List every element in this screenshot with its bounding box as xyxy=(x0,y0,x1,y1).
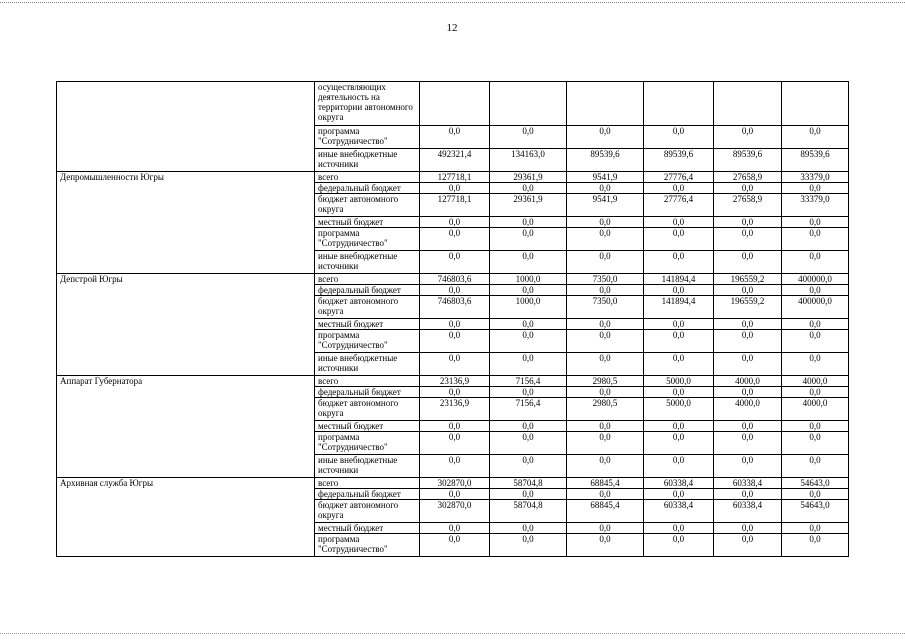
amount-cell: 0,0 xyxy=(420,126,490,149)
funding-source-cell: иные внебюджетные источники xyxy=(315,149,420,172)
funding-source-cell: федеральный бюджет xyxy=(315,489,420,500)
funding-source-cell: бюджет автономного округа xyxy=(315,296,420,319)
amount-cell: 0,0 xyxy=(420,432,490,455)
amount-cell: 141894,4 xyxy=(644,296,714,319)
amount-cell: 0,0 xyxy=(490,217,567,228)
amount-cell: 7350,0 xyxy=(567,296,644,319)
amount-cell: 0,0 xyxy=(644,432,714,455)
amount-cell: 0,0 xyxy=(567,432,644,455)
amount-cell: 0,0 xyxy=(644,523,714,534)
amount-cell: 0,0 xyxy=(490,353,567,376)
amount-cell: 0,0 xyxy=(644,319,714,330)
funding-source-cell: федеральный бюджет xyxy=(315,387,420,398)
organization-cell: Депромышленности Югры xyxy=(57,172,315,274)
amount-cell: 127718,1 xyxy=(420,194,490,217)
amount-cell: 0,0 xyxy=(714,330,782,353)
amount-cell: 89539,6 xyxy=(567,149,644,172)
amount-cell: 0,0 xyxy=(644,183,714,194)
amount-cell: 58704,8 xyxy=(490,500,567,523)
amount-cell: 0,0 xyxy=(420,353,490,376)
amount-cell: 0,0 xyxy=(782,455,849,478)
amount-cell: 0,0 xyxy=(567,285,644,296)
amount-cell: 60338,4 xyxy=(644,478,714,489)
amount-cell: 0,0 xyxy=(782,228,849,251)
budget-table-body xyxy=(57,82,849,557)
amount-cell: 0,0 xyxy=(490,183,567,194)
amount-cell: 0,0 xyxy=(782,330,849,353)
amount-cell: 492321,4 xyxy=(420,149,490,172)
amount-cell: 0,0 xyxy=(782,387,849,398)
table-row xyxy=(57,274,849,285)
amount-cell: 54643,0 xyxy=(782,500,849,523)
amount-cell: 1000,0 xyxy=(490,296,567,319)
amount-cell: 0,0 xyxy=(782,319,849,330)
amount-cell: 0,0 xyxy=(714,217,782,228)
amount-cell: 4000,0 xyxy=(782,376,849,387)
amount-cell: 7156,4 xyxy=(490,398,567,421)
funding-source-cell: федеральный бюджет xyxy=(315,285,420,296)
amount-cell: 27658,9 xyxy=(714,172,782,183)
amount-cell: 0,0 xyxy=(490,489,567,500)
funding-source-cell: федеральный бюджет xyxy=(315,183,420,194)
amount-cell: 89539,6 xyxy=(714,149,782,172)
amount-cell: 0,0 xyxy=(567,421,644,432)
amount-cell: 0,0 xyxy=(420,228,490,251)
amount-cell: 0,0 xyxy=(644,251,714,274)
funding-source-cell: всего xyxy=(315,274,420,285)
amount-cell: 23136,9 xyxy=(420,376,490,387)
amount-cell: 0,0 xyxy=(567,353,644,376)
table-row xyxy=(57,82,849,126)
funding-source-cell: программа "Сотрудничество" xyxy=(315,228,420,251)
amount-cell: 0,0 xyxy=(490,228,567,251)
amount-cell: 0,0 xyxy=(420,319,490,330)
amount-cell: 0,0 xyxy=(567,534,644,557)
amount-cell: 0,0 xyxy=(490,421,567,432)
amount-cell: 0,0 xyxy=(782,421,849,432)
amount-cell: 0,0 xyxy=(420,330,490,353)
amount-cell: 58704,8 xyxy=(490,478,567,489)
amount-cell xyxy=(420,82,490,126)
amount-cell: 0,0 xyxy=(782,183,849,194)
amount-cell: 0,0 xyxy=(714,353,782,376)
organization-cell: Архивная служба Югры xyxy=(57,478,315,557)
amount-cell: 0,0 xyxy=(490,330,567,353)
amount-cell: 2980,5 xyxy=(567,376,644,387)
funding-source-cell: осуществляющих деятельность на территории автономного округа xyxy=(315,82,420,126)
amount-cell: 0,0 xyxy=(420,285,490,296)
amount-cell: 0,0 xyxy=(567,319,644,330)
amount-cell: 0,0 xyxy=(644,455,714,478)
amount-cell: 0,0 xyxy=(567,251,644,274)
amount-cell: 0,0 xyxy=(490,251,567,274)
amount-cell: 0,0 xyxy=(420,421,490,432)
amount-cell: 0,0 xyxy=(567,228,644,251)
amount-cell: 0,0 xyxy=(644,285,714,296)
amount-cell: 0,0 xyxy=(490,523,567,534)
amount-cell: 0,0 xyxy=(490,432,567,455)
funding-source-cell: всего xyxy=(315,172,420,183)
amount-cell: 0,0 xyxy=(714,432,782,455)
funding-source-cell: местный бюджет xyxy=(315,319,420,330)
amount-cell: 89539,6 xyxy=(782,149,849,172)
amount-cell: 0,0 xyxy=(782,217,849,228)
amount-cell: 127718,1 xyxy=(420,172,490,183)
amount-cell: 33379,0 xyxy=(782,194,849,217)
amount-cell: 0,0 xyxy=(782,523,849,534)
amount-cell: 0,0 xyxy=(644,534,714,557)
amount-cell: 29361,9 xyxy=(490,172,567,183)
amount-cell: 0,0 xyxy=(714,421,782,432)
funding-source-cell: программа "Сотрудничество" xyxy=(315,534,420,557)
amount-cell: 0,0 xyxy=(490,319,567,330)
amount-cell: 0,0 xyxy=(644,353,714,376)
amount-cell: 89539,6 xyxy=(644,149,714,172)
amount-cell: 23136,9 xyxy=(420,398,490,421)
amount-cell: 302870,0 xyxy=(420,478,490,489)
amount-cell: 2980,5 xyxy=(567,398,644,421)
amount-cell: 0,0 xyxy=(782,489,849,500)
amount-cell: 0,0 xyxy=(420,523,490,534)
amount-cell: 0,0 xyxy=(420,534,490,557)
amount-cell: 0,0 xyxy=(567,217,644,228)
amount-cell: 0,0 xyxy=(782,251,849,274)
funding-source-cell: всего xyxy=(315,478,420,489)
amount-cell: 0,0 xyxy=(714,285,782,296)
table-row xyxy=(57,376,849,387)
amount-cell: 134163,0 xyxy=(490,149,567,172)
scan-edge-top xyxy=(0,2,905,3)
amount-cell: 0,0 xyxy=(714,489,782,500)
amount-cell: 0,0 xyxy=(644,330,714,353)
amount-cell: 0,0 xyxy=(782,126,849,149)
funding-source-cell: программа "Сотрудничество" xyxy=(315,432,420,455)
amount-cell: 29361,9 xyxy=(490,194,567,217)
amount-cell: 0,0 xyxy=(644,126,714,149)
amount-cell: 33379,0 xyxy=(782,172,849,183)
amount-cell: 0,0 xyxy=(567,455,644,478)
amount-cell: 9541,9 xyxy=(567,172,644,183)
amount-cell: 0,0 xyxy=(420,387,490,398)
budget-table xyxy=(56,81,849,557)
funding-source-cell: программа "Сотрудничество" xyxy=(315,330,420,353)
amount-cell: 0,0 xyxy=(644,489,714,500)
page-number: 12 xyxy=(446,22,458,34)
funding-source-cell: иные внебюджетные источники xyxy=(315,455,420,478)
funding-source-cell: местный бюджет xyxy=(315,421,420,432)
organization-cell xyxy=(57,82,315,172)
amount-cell: 1000,0 xyxy=(490,274,567,285)
amount-cell: 0,0 xyxy=(782,285,849,296)
funding-source-cell: всего xyxy=(315,376,420,387)
funding-source-cell: иные внебюджетные источники xyxy=(315,353,420,376)
amount-cell: 196559,2 xyxy=(714,296,782,319)
amount-cell: 0,0 xyxy=(782,534,849,557)
amount-cell: 27776,4 xyxy=(644,194,714,217)
amount-cell: 0,0 xyxy=(420,455,490,478)
amount-cell: 0,0 xyxy=(490,126,567,149)
amount-cell: 60338,4 xyxy=(644,500,714,523)
amount-cell: 0,0 xyxy=(567,330,644,353)
amount-cell: 60338,4 xyxy=(714,500,782,523)
amount-cell xyxy=(644,82,714,126)
amount-cell xyxy=(782,82,849,126)
funding-source-cell: иные внебюджетные источники xyxy=(315,251,420,274)
amount-cell xyxy=(567,82,644,126)
amount-cell: 5000,0 xyxy=(644,376,714,387)
amount-cell: 0,0 xyxy=(714,534,782,557)
amount-cell: 746803,6 xyxy=(420,274,490,285)
amount-cell: 54643,0 xyxy=(782,478,849,489)
amount-cell: 4000,0 xyxy=(714,398,782,421)
amount-cell: 0,0 xyxy=(420,217,490,228)
amount-cell: 0,0 xyxy=(644,228,714,251)
funding-source-cell: бюджет автономного округа xyxy=(315,500,420,523)
amount-cell: 0,0 xyxy=(490,534,567,557)
amount-cell: 0,0 xyxy=(782,353,849,376)
amount-cell: 0,0 xyxy=(420,489,490,500)
amount-cell: 0,0 xyxy=(644,387,714,398)
amount-cell: 0,0 xyxy=(782,432,849,455)
organization-cell: Аппарат Губернатора xyxy=(57,376,315,478)
funding-source-cell: местный бюджет xyxy=(315,217,420,228)
amount-cell: 0,0 xyxy=(714,126,782,149)
amount-cell: 0,0 xyxy=(567,387,644,398)
amount-cell: 400000,0 xyxy=(782,296,849,319)
amount-cell: 0,0 xyxy=(490,455,567,478)
scan-edge-bottom xyxy=(0,633,905,634)
amount-cell: 0,0 xyxy=(714,523,782,534)
amount-cell: 0,0 xyxy=(714,387,782,398)
amount-cell xyxy=(490,82,567,126)
organization-cell: Депстрой Югры xyxy=(57,274,315,376)
amount-cell: 746803,6 xyxy=(420,296,490,319)
funding-source-cell: бюджет автономного округа xyxy=(315,398,420,421)
amount-cell: 0,0 xyxy=(714,183,782,194)
table-row xyxy=(57,172,849,183)
amount-cell: 0,0 xyxy=(490,387,567,398)
amount-cell: 141894,4 xyxy=(644,274,714,285)
funding-source-cell: программа "Сотрудничество" xyxy=(315,126,420,149)
amount-cell: 0,0 xyxy=(644,217,714,228)
amount-cell: 4000,0 xyxy=(714,376,782,387)
amount-cell: 0,0 xyxy=(714,455,782,478)
amount-cell: 0,0 xyxy=(490,285,567,296)
amount-cell: 4000,0 xyxy=(782,398,849,421)
amount-cell: 0,0 xyxy=(567,183,644,194)
amount-cell: 0,0 xyxy=(567,489,644,500)
funding-source-cell: бюджет автономного округа xyxy=(315,194,420,217)
amount-cell: 0,0 xyxy=(420,183,490,194)
amount-cell xyxy=(714,82,782,126)
amount-cell: 0,0 xyxy=(644,421,714,432)
amount-cell: 7350,0 xyxy=(567,274,644,285)
amount-cell: 0,0 xyxy=(714,228,782,251)
amount-cell: 27658,9 xyxy=(714,194,782,217)
amount-cell: 0,0 xyxy=(420,251,490,274)
amount-cell: 0,0 xyxy=(714,251,782,274)
amount-cell: 68845,4 xyxy=(567,500,644,523)
amount-cell: 302870,0 xyxy=(420,500,490,523)
amount-cell: 60338,4 xyxy=(714,478,782,489)
amount-cell: 7156,4 xyxy=(490,376,567,387)
table-row xyxy=(57,478,849,489)
amount-cell: 9541,9 xyxy=(567,194,644,217)
amount-cell: 68845,4 xyxy=(567,478,644,489)
amount-cell: 27776,4 xyxy=(644,172,714,183)
amount-cell: 5000,0 xyxy=(644,398,714,421)
funding-source-cell: местный бюджет xyxy=(315,523,420,534)
amount-cell: 0,0 xyxy=(567,126,644,149)
amount-cell: 0,0 xyxy=(567,523,644,534)
amount-cell: 0,0 xyxy=(714,319,782,330)
amount-cell: 400000,0 xyxy=(782,274,849,285)
amount-cell: 196559,2 xyxy=(714,274,782,285)
